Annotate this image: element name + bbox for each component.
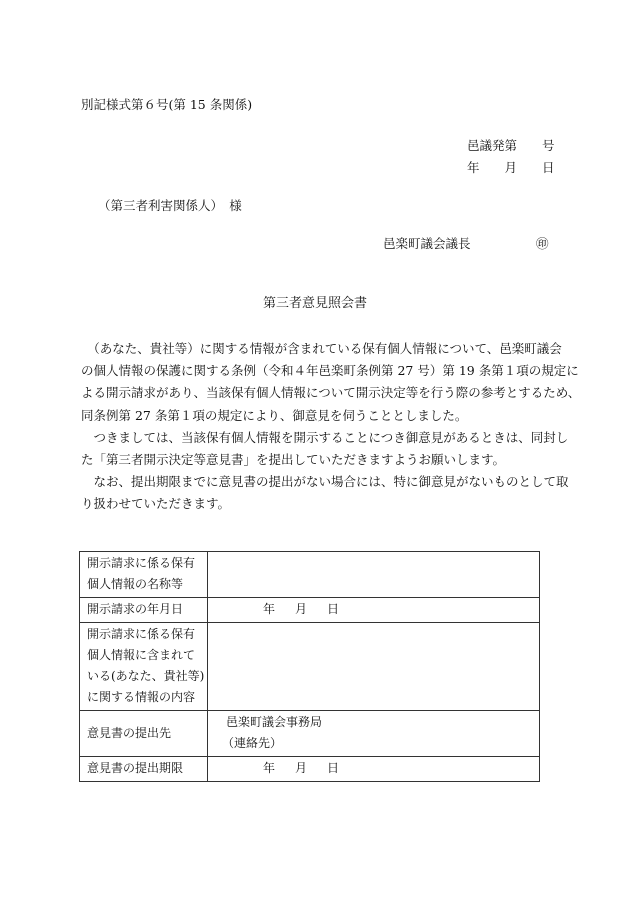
table-label xyxy=(80,623,208,711)
body-line: の個人情報の保護に関する条例（令和４年邑楽町条例第 27 号）第 19 条第１項の規定に xyxy=(81,363,579,379)
body-line: り扱わせていただきます。 xyxy=(81,496,231,512)
body-text xyxy=(81,338,581,516)
table-label xyxy=(80,598,208,623)
value-line: 邑楽町議会事務局 xyxy=(226,715,323,729)
table-label xyxy=(80,552,208,598)
date-year: 年 xyxy=(263,602,276,616)
table-value xyxy=(208,552,540,598)
label-line: 意見書の提出期限 xyxy=(87,761,184,775)
body-line: た「第三者開示決定等意見書」を提出していただきますようお願いします。 xyxy=(81,451,506,467)
label-line: 意見書の提出先 xyxy=(87,725,172,740)
table-value xyxy=(208,711,540,757)
date-day: 日 xyxy=(327,761,340,775)
table-label xyxy=(80,711,208,757)
addressee: （第三者利害関係人） 様 xyxy=(98,198,242,213)
date-month: 月 xyxy=(295,602,308,616)
label-line: に関する情報の内容 xyxy=(87,690,196,704)
label-line: 開示請求に係る保有 xyxy=(87,627,196,641)
document-number: 邑議発第 号 xyxy=(467,138,555,153)
date-month: 月 xyxy=(295,761,308,775)
body-line: 同条例第 27 条第１項の規定により、御意見を伺うこととしました。 xyxy=(81,407,468,423)
sender-name: 邑楽町議会議長 xyxy=(383,236,471,251)
seal-mark: ㊞ xyxy=(536,236,549,251)
table-row-request-date xyxy=(80,598,540,623)
body-line: （あなた、貴社等）に関する情報が含まれている保有個人情報について、邑楽町議会 xyxy=(81,341,562,356)
date-day: 日 xyxy=(327,602,340,616)
table-value xyxy=(208,757,540,782)
date-year: 年 xyxy=(263,761,276,775)
table-label xyxy=(80,757,208,782)
label-line: いる(あなた、貴社等) xyxy=(87,669,205,683)
document-date: 年 月 日 xyxy=(467,160,555,175)
table-value xyxy=(208,623,540,711)
table-value xyxy=(208,598,540,623)
label-line: 開示請求の年月日 xyxy=(87,602,184,616)
label-line: 開示請求に係る保有 xyxy=(87,556,196,570)
label-line: 個人情報の名称等 xyxy=(87,577,184,591)
table-row-submission-deadline xyxy=(80,757,540,782)
document-title: 第三者意見照会書 xyxy=(262,296,367,311)
body-line: よる開示請求があり、当該保有個人情報について開示決定等を行う際の参考とするため、 xyxy=(81,385,581,401)
table-row-info-content xyxy=(80,623,540,711)
body-line: なお、提出期限までに意見書の提出がない場合には、特に御意見がないものとして取 xyxy=(81,474,569,490)
label-line: 個人情報に含まれて xyxy=(87,648,196,662)
body-line: つきましては、当該保有個人情報を開示することにつき御意見があるときは、同封し xyxy=(81,429,569,445)
table-row-info-name xyxy=(80,552,540,598)
value-line: （連絡先） xyxy=(222,736,283,750)
form-reference: 別記様式第６号(第 15 条関係) xyxy=(81,97,253,112)
info-table xyxy=(79,551,540,782)
table-row-submission-destination xyxy=(80,711,540,757)
